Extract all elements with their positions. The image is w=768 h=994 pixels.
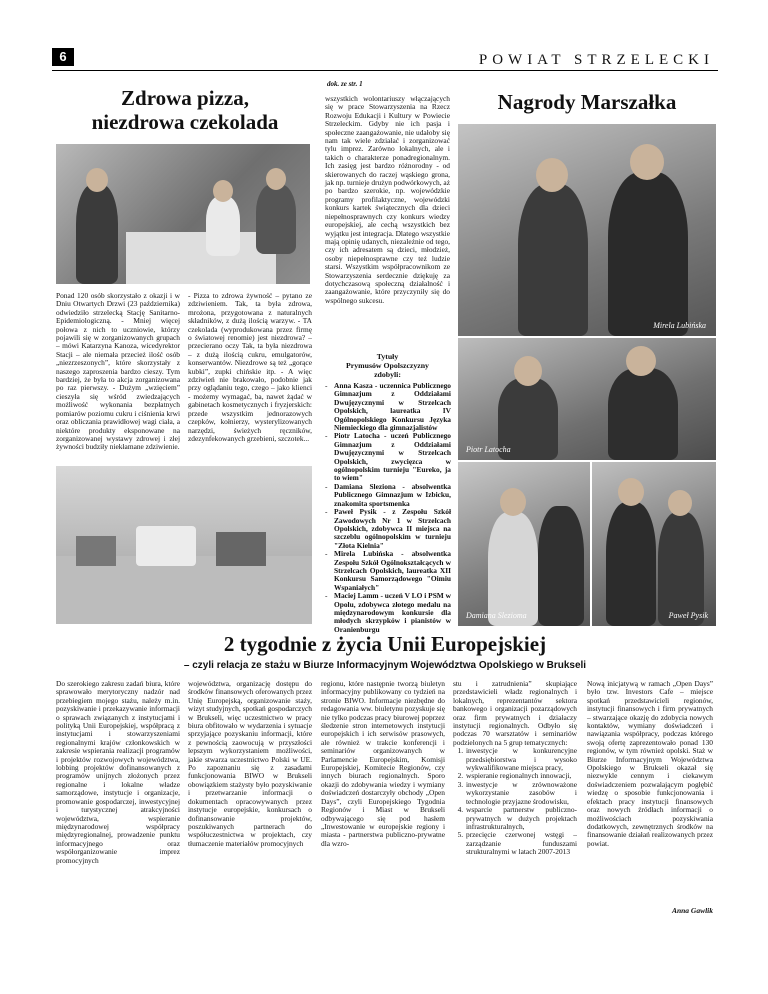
topic-item: 2. wspieranie regionalnych innowacji, [465, 772, 577, 780]
bottom-col3: regionu, które następnie tworzą biuletyn informacyjny publikowany co tydzień na stronie BIWO. Informacje niezbędne do redagowania ww. biuletynu pozyskuje się nie tylko podczas pracy biurowej poprzez śledzenie stron internetowych instytucji europejskich i ich serwisów prasowych, ale również w trakcie konferencji i seminariów organizowanych w Parlamencie Europejskim, Komisji Europejskiej, Komitecie Regionów, czy innych biurach regionalnych. Sporo okazji do zdobywania wiedzy i wymiany doświadczeń dostarczyły obchody „Open Days”, czyli Europejskiego Tygodnia Regionów i Miast w Brukseli odbywającego się pod hasłem „Inwestowanie w europejskie regiony i miasta - partnerstwa publiczno-prywatne dla wzro- [321, 679, 445, 848]
winner-item: - Mirela Lubińska - absolwentka Zespołu Szkół Ogólnokształcących w Strzelcach Opolskich, laureatka XII Konkursu Samorządowego "Oimiu Wspaniałych" [325, 550, 451, 592]
bottom-col5: Nową inicjatywą w ramach „Open Days” było tzw. Investors Cafe – miejsce spotkań przedstawicieli regionów, instytucji finansowych i firm prywatnych – stwarzające okazję do zdobycia nowych kontaktów, wymiany doświadczeń i nawiązania współpracy, podczas którego swoją ofertę zaprezentowało ponad 130 regionów, w tym również opolski. Staż w Biurze Informacyjnym Województwa Opolskiego w Brukseli okazał się niezwykle cennym i ciekawym doświadczeniem pozwalającym pogłębić wiedzę o sposobie funkcjonowania i efektach pracy instytucji finansowych oraz nowych źródłach informacji o możliwościach pozyskiwania dodatkowych, zewnętrznych środków na finansowanie działań realizowanych przez powiat. [587, 679, 713, 848]
left-title-line1: Zdrowa pizza, [121, 86, 249, 110]
left-title-line2: niezdrowa czekolada [91, 110, 279, 134]
topic-item: 4. wsparcie partnerstw publiczno-prywatnych w dużych projektach infrastrukturalnych, [465, 806, 577, 831]
caption: Paweł Pysik [668, 611, 708, 620]
winner-item: - Piotr Latocha - uczeń Publicznego Gimnazjum z Oddziałami Dwujęzycznymi w Strzelcach Opolskich, zwycięzca w ogólnopolskim turnieju "Eureko, ja to wiem" [325, 432, 451, 482]
photo-pawel-pysik [592, 462, 716, 626]
winners-subhead [325, 352, 450, 379]
author-signature: Anna Gawlik [671, 906, 713, 915]
caption: Mirela Lubińska [653, 321, 706, 330]
caption: Piotr Latocha [466, 445, 511, 454]
topic-item: 3. inwestycje w zrównoważone wykorzystanie zasobów i technologie przyjazne środowisku, [465, 781, 577, 806]
left-article-col1: Ponad 120 osób skorzystało z okazji i w Dniu Otwartych Drzwi (23 października) odwiedziło strzelecką Stację Sanitarno-Epidemiologiczną. - Mniej więcej połowa z nich to uczniowie, którzy pojawili się w zorganizowanych grupach – mówi Katarzyna Kanoza, wicedyrektor Stacji – ale niemała przecież ilość osób „niezrzeszonych”, które skorzystały z naszego zaproszenia bardzo cieszy. Tym bardziej, że była to akcja zorganizowana po raz pierwszy. - Dużym „wzięciem” cieszyła się wśród zwiedzających możliwość wykonania bezpłatnych pomiarów poziomu cukru i ciśnienia krwi oraz obliczania prawidłowej wagi ciała, a niektóre produkty eksponowane na zorganizowanej wystawy zdrowej i złej żywności budziły niekłamane zdziwienie. [56, 291, 180, 452]
bottom-article-subtitle: – czyli relacja ze stażu w Biurze Informacyjnym Województwa Opolskiego w Brukseli [183, 660, 587, 671]
photo-damiana-slezioma [458, 462, 590, 626]
topic-list [453, 747, 577, 856]
left-article-col2: - Pizza to zdrowa żywność – pytano ze zdziwieniem. Tak, ta była zdrowa, mrożona, przygotowana z naturalnych składników, z dużą ilością warzyw. - TA czekolada (wyprodukowana przez firmę o światowej renomie) jest niezdrowa? – przecierano oczy Tak, ta była niezdrowa – z dużą ilością cukru, emulgatorów, konserwantów. Niezdrowe są też „gorące kubki”, zupki chińskie itp. - A więc zdziwień nie brakowało, podobnie jak przy oglądaniu tego, czego – jako klienci - możemy wymagać, ba, nawet żądać w gabinetach kosmetycznych i fryzjerskich: przede wszystkim jednorazowych czepków, kołnierzy, wysterylizowanych narzędzi, świeżych ręczników, zdezynfekowanych grzebieni, szczotek... [188, 291, 312, 443]
header-rule [52, 70, 718, 71]
header-title: POWIAT STRZELECKI [478, 52, 714, 68]
winner-item: - Paweł Pysik - z Zespołu Szkół Zawodowych Nr 1 w Strzelcach Opolskich, zdobywca II miejsca na szczeblu ogólnopolskim w turnieju "Złota Kielnia" [325, 508, 451, 550]
middle-article-body: wszystkich wolontariuszy włączających się w prace Stowarzyszenia na Rzecz Rozwoju Edukacji i Kultury w Powiecie Strzeleckim. Gdyby nie ich pasja i społeczne zaangażowanie, nie udałoby się nam tak wiele zdziałać i zorganizować tylu imprez. Zarówno lokalnych, ale i takich o charakterze ponadregionalnym. Ich zasięg jest bardzo różnorodny - od skierowanych do raczej wąskiego grona, jak np. turnieje drużyn podwórkowych, aż po bardzo szerokie, np. wojewódzkie programy profilaktyczne, wojewódzki konkurs kartek świątecznych dla dzieci niepełnosprawnych czy konkurs wiedzy europejskiej, ale cechą wszystkich bez wyjątku jest integracja. Dlatego wszystkie mają opinię udanych, niezależnie od tego, czy ich adresatem są dzieci, młodzież, osoby niepełnosprawne czy też ludzie starsi. Wszystkim współpracownikom ze Stowarzyszenia serdecznie dziękuję za dotychczasową społeczną działalność i zaangażowanie, które przyczyniły się do wspólnego sukcesu. [325, 94, 450, 305]
winners-subhead-line2: Prymusów Opolszczyzny [346, 361, 429, 370]
winners-subhead-line3: zdobyli: [374, 370, 401, 379]
winner-item: - Maciej Lamm - uczeń V LO i PSM w Opolu, zdobywca złotego medalu na międzynarodowym konkursie dla młodych skrzypków i pianistów w Oranienburgu [325, 592, 451, 634]
bottom-col4 [453, 680, 577, 950]
photo-piotr-latocha [458, 338, 716, 460]
winner-item: - Anna Kasza - uczennica Publicznego Gimnazjum z Oddziałami Dwujęzycznymi w Strzelcach Opolskich, laureatka IV Ogólnopolskiego Konkursu Języka Niemieckiego dla gimnazjalistów [325, 382, 451, 432]
topic-item: 5. przecięcie czerwonej wstęgi – zarządzanie funduszami strukturalnymi w latach 2007-2013 [465, 831, 577, 856]
winner-item: - Damiana Sleziona - absolwentka Publicznego Gimnazjum w Izbicku, znakomita sportsmenka [325, 483, 451, 508]
bottom-col2: województwa, organizację dostępu do środków finansowych oferowanych przez Unię Europejską, organizowanie staży, wizyt studyjnych, spotkań gospodarczych w Brukseli, więc uczestnictwo w pracy biura obfitowało w wydarzenia i sytuacje sprzyjające pozyskaniu informacji, które z pewnością zaowocują w przyszłości lepszym wykorzystaniem możliwości, jakie stwarza uczestnictwo Polski w UE. Po zapoznaniu się z zasadami funkcjonowania BIWO w Brukseli obowiązkiem stażysty było pozyskiwanie i przetwarzanie informacji o dokumentach opracowywanych przez instytucje europejskie, konkursach o dofinansowanie projektów, poszukiwanych partnerach do współuczestnictwa w projektach, czy tłumaczenie materiałów promocyjnych [188, 679, 312, 848]
photo-mirela-lubinska [458, 124, 716, 336]
left-article-title [60, 86, 310, 134]
bottom-col1: Do szerokiego zakresu zadań biura, które sprawowało merytoryczny nadzór nad przebiegiem mojego stażu, należy m.in. pozyskiwanie i przekazywanie informacji o sprawach związanych z instytucjami i polityką Unii Europejskiej, współpracą z instytucjami i stowarzyszeniami regionalnymi krajów członkowskich w zakresie wspierania realizacji programów i projektów rozwojowych województwa, lobbing projektów dofinansowanych z programów unijnych złożonych przez regionalne i lokalne władze samorządowe, instytucje i organizacje, promowanie gospodarczej, inwestycyjnej i turystycznej atrakcyjności województwa, wspieranie międzynarodowej współpracy międzyregionalnej, prowadzenie punktu informacyjnego oraz współorganizowanie imprez promocyjnych [56, 679, 180, 865]
continuation-label: dok. ze str. 1 [327, 80, 363, 88]
photo-food-exhibition [56, 466, 312, 624]
photo-sanitary-station [56, 144, 310, 284]
topic-item: 1. inwestycje w konkurencyjne przedsiębiorstwa i wysoko wykwalifikowane miejsca pracy, [465, 747, 577, 772]
right-article-title: Nagrody Marszałka [497, 90, 677, 114]
bottom-article-title: 2 tygodnie z życia Unii Europejskiej [223, 632, 547, 656]
winners-subhead-line1: Tytuły [376, 352, 399, 361]
page-number: 6 [52, 48, 74, 66]
winners-list [325, 381, 451, 634]
caption: Damiana Slezioma [466, 611, 527, 620]
bottom-col4-intro: stu i zatrudnienia” skupiające przedstawicieli władz regionalnych i lokalnych, reprezentantów sektora bankowego i organizacji pozarządowych oraz firm prywatnych i działaczy instytucji regionalnych. Odbyło się podczas 70 warsztatów i seminariów podzielonych na 5 grup tematycznych: [453, 679, 577, 747]
